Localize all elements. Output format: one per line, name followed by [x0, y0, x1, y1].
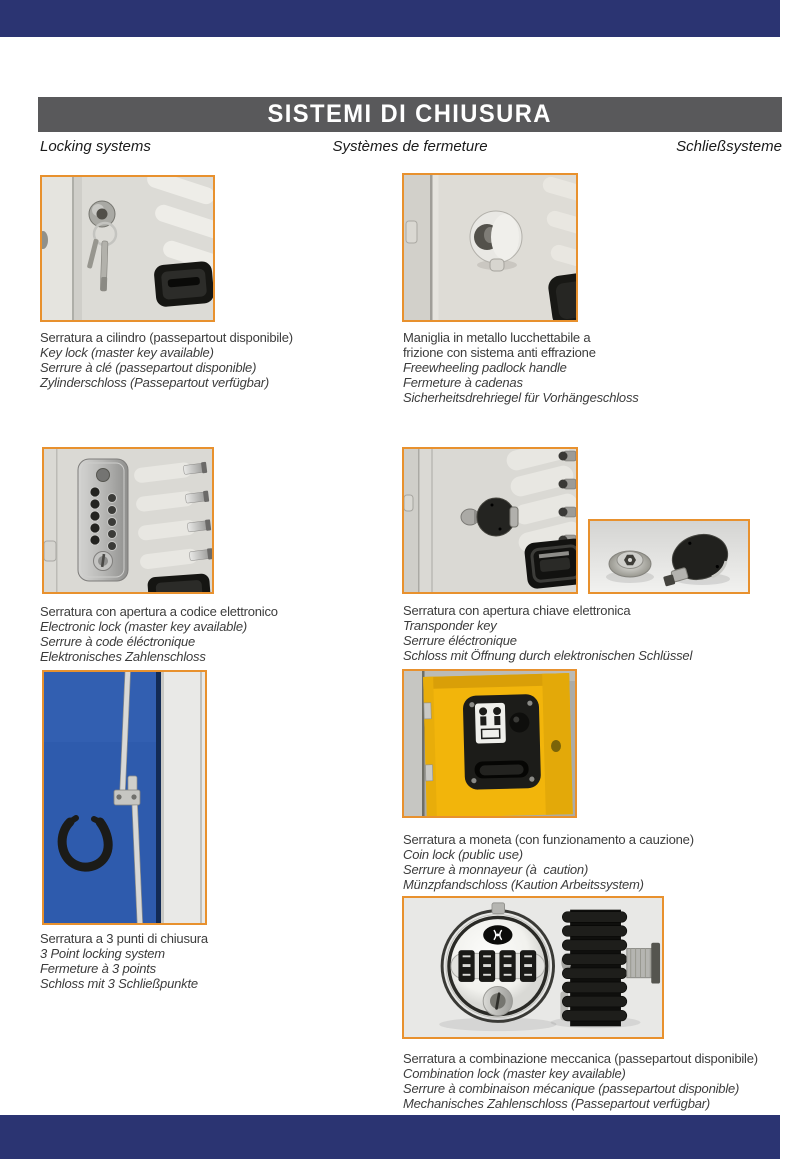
caption-line-english: Combination lock (master key available): [403, 1066, 626, 1081]
caption-line-german: Schloss mit Öffnung durch elektronischen Schlüssel: [403, 648, 693, 663]
caption-coin-lock: [403, 832, 694, 892]
subtitle-french: Systèmes de fermeture: [332, 138, 488, 155]
caption-line-english: Freewheeling padlock handle: [403, 360, 567, 375]
caption-transponder-key: [403, 603, 692, 663]
photo-combination-lock: [402, 896, 664, 1039]
key-lock-photo-illustration: [42, 177, 213, 320]
caption-line-french: Serrure éléctronique: [403, 633, 517, 648]
padlock-handle-photo-illustration: [404, 175, 576, 320]
caption-line-german: Münzpfandschloss (Kaution Arbeitssystem): [403, 877, 644, 892]
electronic-lock-photo-illustration: [44, 449, 212, 592]
three-point-lock-photo-illustration: [44, 672, 205, 923]
caption-line-french: Fermeture à cadenas: [403, 375, 523, 390]
caption-line-italian: Serratura a moneta (con funzionamento a cauzione): [403, 832, 694, 847]
caption-line-italian: Serratura a cilindro (passepartout disponibile): [40, 330, 293, 345]
photo-padlock-handle: [402, 173, 578, 322]
subtitle-german: Schließsysteme: [676, 138, 782, 155]
photo-transponder-closeup: [588, 519, 750, 594]
section-title-bar: [38, 97, 782, 132]
photo-transponder-key: [402, 447, 578, 594]
caption-padlock-handle: [403, 330, 639, 405]
caption-line-english: Coin lock (public use): [403, 847, 523, 862]
combination-lock-photo-illustration: [404, 898, 662, 1037]
caption-line-italian: Serratura a combinazione meccanica (passepartout disponibile): [403, 1051, 758, 1066]
caption-combination-lock: [403, 1051, 758, 1111]
caption-line-english: 3 Point locking system: [40, 946, 165, 961]
caption-line-english: Transponder key: [403, 618, 497, 633]
photo-three-point-lock: [42, 670, 207, 925]
caption-line-english: Key lock (master key available): [40, 345, 214, 360]
top-banner: [0, 0, 780, 37]
caption-line-italian: Serratura con apertura chiave elettronica: [403, 603, 631, 618]
caption-electronic-lock: [40, 604, 278, 664]
caption-line-german: Elektronisches Zahlenschloss: [40, 649, 206, 664]
photo-coin-lock: [402, 669, 577, 818]
caption-line-german: Sicherheitsdrehriegel für Vorhängeschloss: [403, 390, 639, 405]
bottom-banner: [0, 1115, 780, 1159]
photo-key-lock: [40, 175, 215, 322]
subtitle-row: [38, 138, 782, 158]
caption-line-italian: Serratura a 3 punti di chiusura: [40, 931, 208, 946]
caption-line-french: Serrure à code éléctronique: [40, 634, 196, 649]
caption-line-italian: Maniglia in metallo lucchettabile a: [403, 330, 591, 345]
caption-line-english: Electronic lock (master key available): [40, 619, 247, 634]
caption-line-german: Mechanisches Zahlenschloss (Passepartout verfügbar): [403, 1096, 711, 1111]
page-title: SISTEMI DI CHIUSURA: [267, 100, 553, 128]
caption-line-german: Schloss mit 3 Schließpunkte: [40, 976, 198, 991]
caption-line-italian: Serratura con apertura a codice elettronico: [40, 604, 278, 619]
photo-electronic-lock: [42, 447, 214, 594]
coin-lock-photo-illustration: [404, 671, 575, 816]
caption-line-italian-2: frizione con sistema anti effrazione: [403, 345, 596, 360]
caption-key-lock: [40, 330, 293, 390]
caption-line-french: Serrure à clé (passepartout disponible): [40, 360, 257, 375]
transponder-closeup-photo-illustration: [590, 521, 748, 592]
caption-line-french: Fermeture à 3 points: [40, 961, 156, 976]
caption-line-french: Serrure à monnayeur (à caution): [403, 862, 589, 877]
transponder-key-photo-illustration: [404, 449, 576, 592]
caption-line-french: Serrure à combinaison mécanique (passepartout disponible): [403, 1081, 740, 1096]
caption-three-point-lock: [40, 931, 208, 991]
subtitle-english: Locking systems: [40, 138, 151, 155]
caption-line-german: Zylinderschloss (Passepartout verfügbar): [40, 375, 269, 390]
